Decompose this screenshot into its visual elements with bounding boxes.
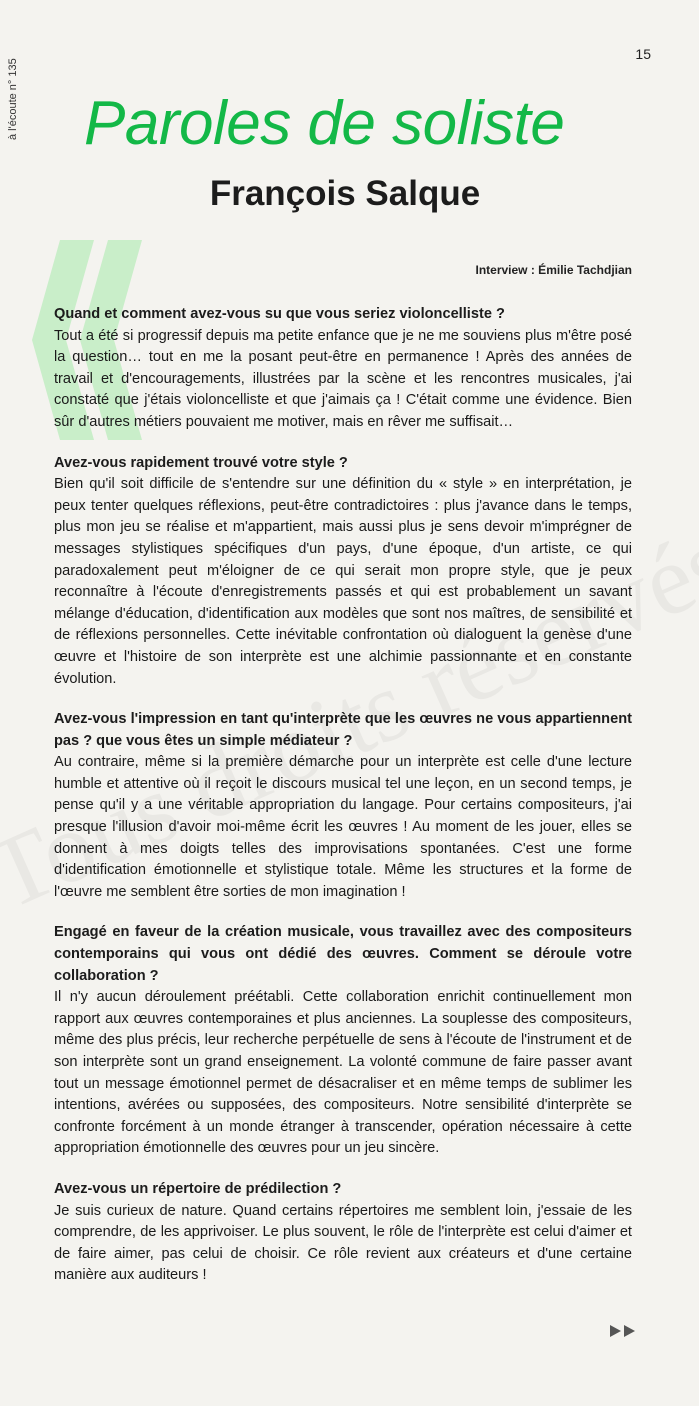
magazine-issue-text: à l'écoute n° 135 xyxy=(7,58,19,140)
question: Quand et comment avez-vous su que vous seriez violoncelliste ? xyxy=(54,306,505,322)
question: Avez-vous un répertoire de prédilection ? xyxy=(54,1180,342,1197)
next-page-icon[interactable] xyxy=(610,1325,635,1337)
page-subtitle: François Salque xyxy=(209,174,481,213)
answer: Au contraire, même si la première démarche pour un interprète est celle d'une lecture humble et attentive où il reçoit le discours musical tel une leçon, en un second temps, je pense qu'il y a une véritable appropriation du langage. Pour certains compositeurs, j'ai presque l'illusion d'avoir moi-même écrit les œuvres ! Au moment de les jouer, elles se donnent à mes doigts telles des improvisations spontanées. C'est une forme d'identification émotionnelle et stylistique totale. Même les structures et la forme de l'œuvre me semblent être sorties de mon imagination ! xyxy=(54,754,632,900)
answer: Bien qu'il soit difficile de s'entendre sur une définition du « style » en interprétation, je peux tenter quelques réflexions, peut-être contradictoires : plus j'avance dans le temps, plus mon jeu se réalise et m'appartient, mais aussi plus je sens devoir m'imprégner de messages stylistiques spécifiques d'un pays, d'une époque, d'un artiste, ce qui paradoxalement peut m'éloigner de ce qui serait mon propre style, que je peux reconnaître à l'écoute d'enregistrements passés et qui est probablement un savant mélange d'éducation, d'identification aux modèles que sont nos maîtres, de sensibilité et de réflexions personnelles. Cette inévitable confrontation où dialoguent la genèse d'une œuvre et l'histoire de son interprète est une alchimie passionnante et en constante évolution. xyxy=(54,476,632,687)
qa-block xyxy=(54,922,632,1160)
triangle-right-icon xyxy=(624,1325,635,1337)
qa-block xyxy=(54,1179,632,1287)
answer: Il n'y aucun déroulement préétabli. Cette collaboration enrichit continuellement mon rapport aux œuvres contemporaines et plus anciennes. La souplesse des compositeurs, même des plus précis, leur recherche perpétuelle de sens à l'écoute de l'instrument et de son interprète sont un grand enseignement. La volonté commune de faire passer avant tout un message émotionnel permet de désacraliser et en même temps de sublimer les intentions, avérées ou supposées, des compositeurs. Notre sensibilité d'interprète se confronte forcément à un monde étranger à transcender, opération nécessaire à cette appropriation émotionnelle des œuvres pour un jeu sincère. xyxy=(54,989,632,1157)
page-number: 15 xyxy=(635,46,651,62)
triangle-right-icon xyxy=(610,1325,621,1337)
interview-body xyxy=(54,304,632,1306)
interviewer-credit: Interview : Émilie Tachdjian xyxy=(475,263,632,277)
question: Avez-vous l'impression en tant qu'interprète que les œuvres ne vous appartiennent pas ? que vous êtes un simple médiateur ? xyxy=(54,711,632,749)
answer: Tout a été si progressif depuis ma petite enfance que je ne me souviens plus m'être posé la question… tout en me la posant peut-être en permanence ! Après des années de travail et d'encouragements, illustrées par la scène et les rencontres musicales, j'ai constaté que j'étais violoncelliste et que j'aimais ça ! C'était comme une évidence. Bien sûr d'autres métiers pouvaient me motiver, mais en rêver me suffisait… xyxy=(54,327,632,430)
page-title: Paroles de soliste xyxy=(84,89,565,158)
answer: Je suis curieux de nature. Quand certains répertoires me semblent loin, j'essaie de les comprendre, de les apprivoiser. Le plus souvent, le rôle de l'interprète est celui d'aimer et de faire aimer, pas celui de choisir. Ce rôle revient aux créateurs et d'une certaine manière aux auditeurs ! xyxy=(54,1202,632,1284)
qa-block xyxy=(54,709,632,903)
qa-block xyxy=(54,304,632,434)
qa-block xyxy=(54,453,632,691)
question: Engagé en faveur de la création musicale, vous travaillez avec des compositeurs contemporains qui vous ont dédié des œuvres. Comment se déroule votre collaboration ? xyxy=(54,924,632,984)
question: Avez-vous rapidement trouvé votre style ? xyxy=(54,454,348,471)
